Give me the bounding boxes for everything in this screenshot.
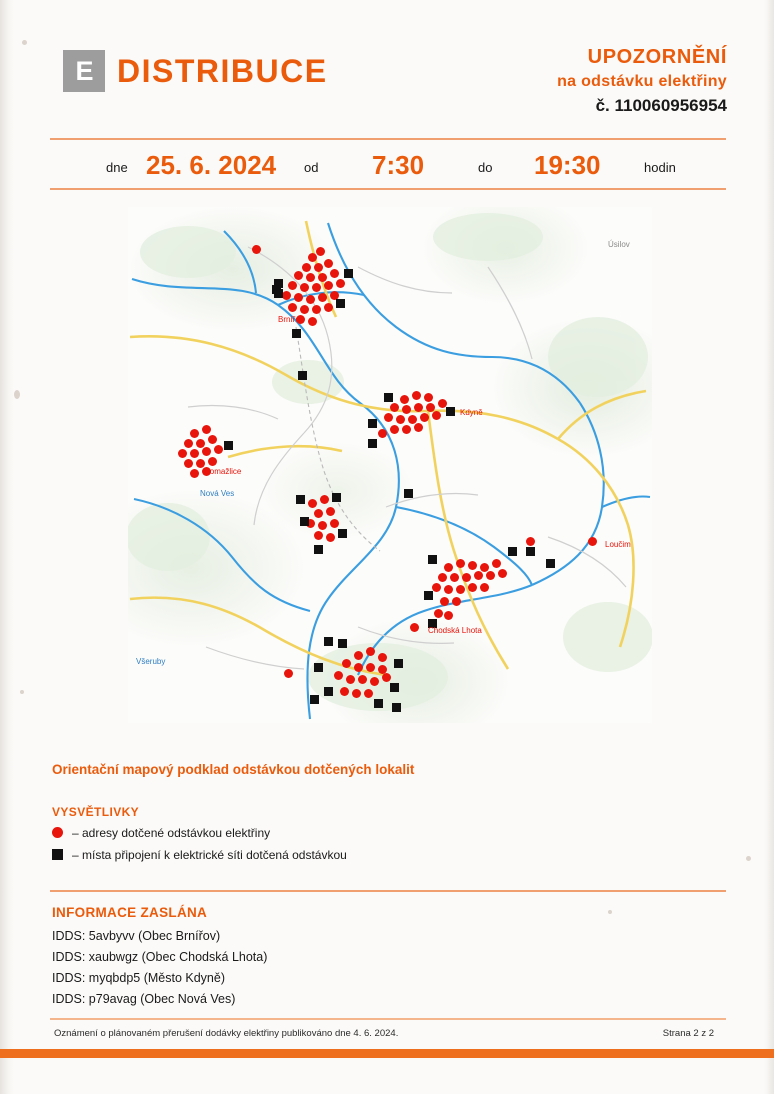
scan-speck — [14, 390, 20, 399]
outage-address-marker — [342, 659, 351, 668]
outage-address-marker — [312, 305, 321, 314]
outage-address-marker — [184, 459, 193, 468]
map-label-kdyne: Kdyně — [460, 408, 483, 417]
connection-point-marker — [224, 441, 233, 450]
divider-above-info — [50, 890, 726, 892]
connection-point-marker — [428, 555, 437, 564]
legend-item-connection-label: – místa připojení k elektrické síti dotčená odstávkou — [72, 848, 347, 862]
outage-address-marker — [396, 415, 405, 424]
outage-address-marker — [190, 449, 199, 458]
outage-address-marker — [412, 391, 421, 400]
time-from: 7:30 — [372, 150, 425, 180]
publication-note: Oznámení o plánovaném přerušení dodávky elektřiny publikováno dne 4. 6. 2024. — [54, 1028, 399, 1039]
outage-address-marker — [440, 597, 449, 606]
outage-address-marker — [358, 675, 367, 684]
connection-point-marker — [526, 547, 535, 556]
map-label-vseruby: Všeruby — [136, 657, 166, 666]
scan-speck — [22, 40, 27, 45]
notice-number: č. 110060956954 — [595, 96, 727, 115]
outage-address-marker — [324, 303, 333, 312]
outage-address-marker — [492, 559, 501, 568]
connection-point-marker — [384, 393, 393, 402]
outage-address-marker — [330, 519, 339, 528]
outage-address-marker — [202, 425, 211, 434]
outage-address-marker — [330, 269, 339, 278]
outage-address-marker — [384, 413, 393, 422]
outage-address-marker — [308, 317, 317, 326]
outage-address-marker — [444, 563, 453, 572]
outage-address-marker — [378, 429, 387, 438]
scan-speck — [608, 910, 612, 914]
outage-address-marker — [318, 293, 327, 302]
outage-address-marker — [184, 439, 193, 448]
outage-address-marker — [474, 571, 483, 580]
outage-address-marker — [378, 653, 387, 662]
map-label-nova-ves: Nová Ves — [200, 489, 235, 498]
connection-point-marker — [310, 695, 319, 704]
outage-address-marker — [352, 689, 361, 698]
scan-edge-left — [0, 0, 14, 1094]
outage-address-marker — [456, 585, 465, 594]
outage-address-marker — [438, 573, 447, 582]
outage-address-marker — [468, 561, 477, 570]
info-title: INFORMACE ZASLÁNA — [52, 905, 208, 920]
outage-address-marker — [444, 611, 453, 620]
outage-address-marker — [452, 597, 461, 606]
map-label-chodska-lhota: Chodská Lhota — [428, 626, 482, 635]
outage-address-marker — [334, 671, 343, 680]
map-label-domazlice: Domažlice — [204, 467, 242, 476]
connection-point-marker — [344, 269, 353, 278]
info-line-1: IDDS: 5avbyvv (Obec Brnířov) — [52, 929, 221, 943]
cez-logo-icon: E — [63, 50, 105, 92]
outage-address-marker — [324, 259, 333, 268]
outage-address-marker — [410, 623, 419, 632]
outage-address-marker — [284, 669, 293, 678]
red-dot-icon — [52, 827, 63, 838]
outage-address-marker — [432, 411, 441, 420]
connection-point-marker — [546, 559, 555, 568]
outage-address-marker — [316, 247, 325, 256]
outage-address-marker — [390, 403, 399, 412]
legend-item-address — [52, 826, 270, 840]
outage-address-marker — [294, 271, 303, 280]
page-number: Strana 2 z 2 — [662, 1028, 714, 1039]
outage-address-marker — [382, 673, 391, 682]
label-to: do — [478, 160, 493, 175]
info-line-3: IDDS: myqbdp5 (Město Kdyně) — [52, 971, 225, 985]
outage-address-marker — [312, 283, 321, 292]
connection-point-marker — [404, 489, 413, 498]
outage-address-marker — [414, 403, 423, 412]
connection-point-marker — [300, 517, 309, 526]
outage-address-marker — [252, 245, 261, 254]
outage-address-marker — [420, 413, 429, 422]
connection-point-marker — [392, 703, 401, 712]
connection-point-marker — [314, 545, 323, 554]
legend-item-connection — [52, 848, 347, 862]
footer-bar — [0, 1049, 774, 1058]
outage-address-marker — [294, 293, 303, 302]
outage-address-marker — [456, 559, 465, 568]
outage-address-marker — [354, 663, 363, 672]
outage-address-marker — [498, 569, 507, 578]
connection-point-marker — [324, 637, 333, 646]
divider-top — [50, 138, 726, 140]
connection-point-marker — [390, 683, 399, 692]
outage-address-marker — [324, 281, 333, 290]
outage-address-marker — [202, 447, 211, 456]
outage-address-marker — [314, 531, 323, 540]
connection-point-marker — [394, 659, 403, 668]
outage-address-marker — [364, 689, 373, 698]
outage-address-marker — [288, 281, 297, 290]
outage-address-marker — [208, 435, 217, 444]
outage-address-marker — [302, 263, 311, 272]
outage-address-marker — [424, 393, 433, 402]
outage-address-marker — [480, 583, 489, 592]
outage-address-marker — [306, 273, 315, 282]
connection-point-marker — [446, 407, 455, 416]
outage-address-marker — [588, 537, 597, 546]
label-day: dne — [106, 160, 128, 175]
outage-address-marker — [486, 571, 495, 580]
outage-address-marker — [346, 675, 355, 684]
outage-address-marker — [354, 651, 363, 660]
scan-speck — [746, 856, 751, 861]
label-hours: hodin — [644, 160, 676, 175]
outage-date: 25. 6. 2024 — [146, 150, 277, 180]
divider-under-dateline — [50, 188, 726, 190]
outage-address-marker — [308, 253, 317, 262]
outage-address-marker — [402, 425, 411, 434]
map-label-brnirov: Brnířov — [278, 315, 304, 324]
outage-address-marker — [434, 609, 443, 618]
divider-footer — [50, 1018, 726, 1020]
outage-address-marker — [326, 507, 335, 516]
connection-point-marker — [424, 591, 433, 600]
time-to: 19:30 — [534, 150, 601, 180]
map-label-loucim: Loučim — [605, 540, 631, 549]
outage-address-marker — [402, 405, 411, 414]
connection-point-marker — [324, 687, 333, 696]
connection-point-marker — [314, 663, 323, 672]
outage-address-marker — [190, 429, 199, 438]
outage-address-marker — [282, 291, 291, 300]
outage-address-marker — [306, 295, 315, 304]
connection-point-marker — [298, 371, 307, 380]
black-square-icon — [52, 849, 63, 860]
outage-address-marker — [318, 521, 327, 530]
connection-point-marker — [508, 547, 517, 556]
outage-address-marker — [414, 423, 423, 432]
label-from: od — [304, 160, 319, 175]
legend-title: VYSVĚTLIVKY — [52, 805, 140, 819]
outage-address-marker — [336, 279, 345, 288]
outage-address-marker — [314, 509, 323, 518]
outage-address-marker — [320, 495, 329, 504]
scan-speck — [20, 690, 24, 694]
document-header — [55, 24, 727, 116]
outage-address-marker — [340, 687, 349, 696]
outage-address-marker — [444, 585, 453, 594]
outage-address-marker — [288, 303, 297, 312]
connection-point-marker — [272, 285, 281, 294]
outage-address-marker — [190, 469, 199, 478]
outage-address-marker — [300, 283, 309, 292]
outage-map — [128, 207, 652, 723]
outage-address-marker — [390, 425, 399, 434]
outage-address-marker — [468, 583, 477, 592]
connection-point-marker — [296, 495, 305, 504]
outage-address-marker — [462, 573, 471, 582]
connection-point-marker — [292, 329, 301, 338]
outage-address-marker — [326, 533, 335, 542]
outage-address-marker — [450, 573, 459, 582]
notice-title: UPOZORNĚNÍ — [587, 46, 727, 68]
connection-point-marker — [368, 419, 377, 428]
connection-point-marker — [368, 439, 377, 448]
map-label-usilov: Úsilov — [608, 240, 630, 249]
outage-address-marker — [432, 583, 441, 592]
connection-point-marker — [338, 529, 347, 538]
outage-address-marker — [314, 263, 323, 272]
outage-address-marker — [214, 445, 223, 454]
scan-edge-right — [764, 0, 774, 1094]
info-line-2: IDDS: xaubwgz (Obec Chodská Lhota) — [52, 950, 268, 964]
outage-address-marker — [366, 647, 375, 656]
map-caption: Orientační mapový podklad odstávkou dotčených lokalit — [52, 762, 415, 777]
outage-address-marker — [308, 499, 317, 508]
outage-address-marker — [208, 457, 217, 466]
connection-point-marker — [338, 639, 347, 648]
outage-address-marker — [370, 677, 379, 686]
logo-wordmark: DISTRIBUCE — [117, 53, 328, 89]
outage-address-marker — [526, 537, 535, 546]
legend-item-address-label: – adresy dotčené odstávkou elektřiny — [72, 826, 271, 840]
connection-point-marker — [374, 699, 383, 708]
map-vector-layer — [128, 207, 652, 723]
outage-address-marker — [366, 663, 375, 672]
outage-dateline — [100, 148, 700, 182]
outage-address-marker — [300, 305, 309, 314]
info-line-4: IDDS: p79avag (Obec Nová Ves) — [52, 992, 236, 1006]
notice-subtitle: na odstávku elektřiny — [557, 73, 727, 90]
connection-point-marker — [332, 493, 341, 502]
connection-point-marker — [336, 299, 345, 308]
notice-heading — [557, 46, 727, 116]
outage-address-marker — [400, 395, 409, 404]
outage-address-marker — [178, 449, 187, 458]
